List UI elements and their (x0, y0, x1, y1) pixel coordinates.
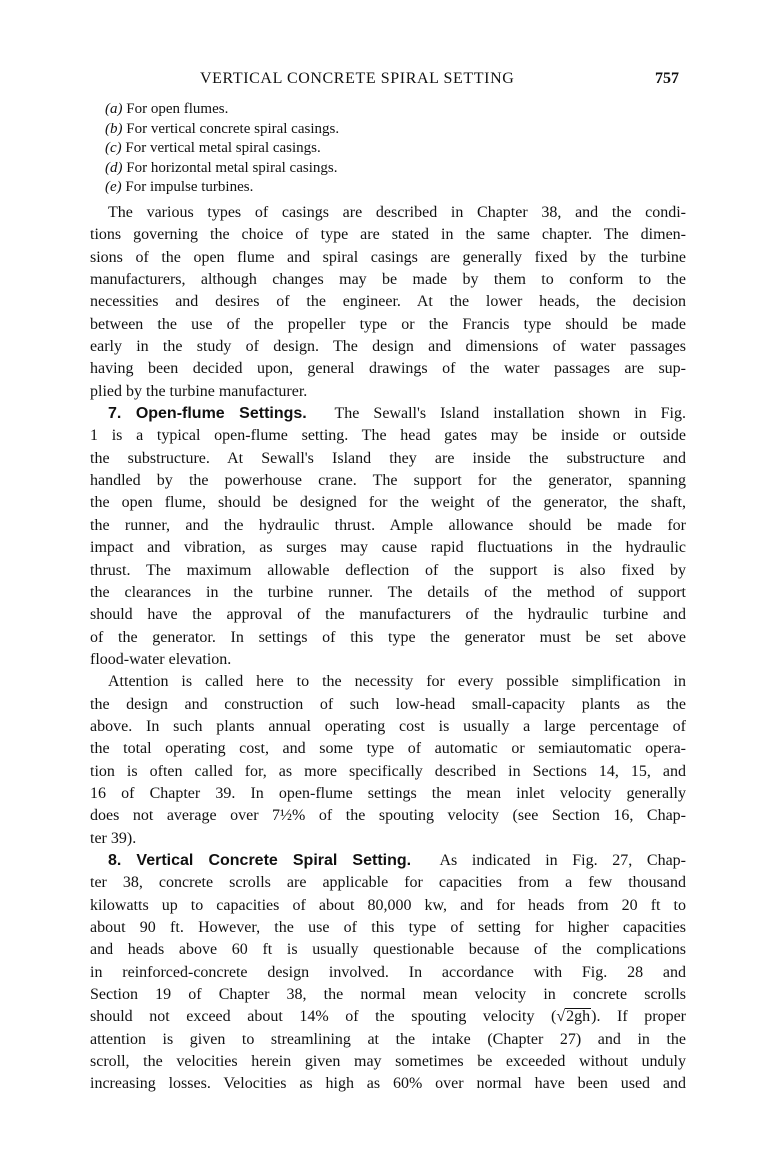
text-line: in reinforced-concrete design involved. In accordance with Fig. 28 and (90, 963, 686, 981)
text-line: kilowatts up to capacities of about 80,000 kw, and for heads from 20 ft to (90, 896, 686, 914)
list-item-text: For vertical metal spiral casings. (125, 140, 321, 156)
text-line: plied by the turbine manufacturer. (90, 382, 308, 400)
text-line: above. In such plants annual operating cost is usually a large percentage of (90, 717, 686, 735)
text-line: impact and vibration, as surges may cause rapid fluctuations in the hydraulic (90, 539, 686, 557)
list-item (105, 120, 685, 140)
section-text: The Sewall's Island installation shown in Fig. (334, 405, 686, 423)
text-line: Attention is called here to the necessity for every possible simplification in (108, 673, 686, 691)
text-line: the runner, and the hydraulic thrust. Ample allowance should be made for (90, 516, 686, 534)
list-item-text: For horizontal metal spiral casings. (126, 159, 338, 176)
section-heading: 7. Open-flume Settings. (108, 405, 307, 423)
text-line: 16 of Chapter 39. In open-flume settings the mean inlet velocity generally (90, 784, 686, 802)
body-text (90, 202, 686, 1096)
text-line: flood-water elevation. (90, 650, 232, 668)
text-line: thrust. The maximum allowable deflection of the support is also fixed by (90, 561, 686, 579)
text-line: ter 39). (90, 829, 137, 847)
page-number: 757 (655, 70, 679, 87)
list-marker: (b) (105, 120, 123, 137)
list-marker: (a) (105, 101, 123, 117)
text-line: about 90 ft. However, the use of this type of setting for higher capacities (90, 919, 686, 936)
list-item-text: For vertical concrete spiral casings. (126, 120, 340, 137)
section-text: As indicated in Fig. 27, Chap- (439, 851, 686, 869)
list-item (105, 159, 685, 179)
casing-type-list (105, 100, 685, 198)
text-line: necessities and desires of the engineer. At the lower heads, the decision (90, 293, 686, 311)
text-line: the open flume, should be designed for the weight of the generator, the shaft, (90, 494, 686, 512)
list-item-text: For impulse turbines. (125, 179, 254, 195)
text-line: manufacturers, although changes may be made by them to conform to the (90, 271, 686, 289)
text-line: of the generator. In settings of this type the generator must be set above (90, 628, 686, 646)
text-line: the substructure. At Sewall's Island they are inside the substructure and (90, 449, 686, 467)
list-item (105, 178, 685, 198)
text-line: handled by the powerhouse crane. The support for the generator, spanning (90, 472, 686, 490)
text-line: attention is given to streamlining at the intake (Chapter 27) and in the (90, 1030, 686, 1048)
text-line: the clearances in the turbine runner. The details of the method of support (90, 583, 686, 601)
section-7-first-line (90, 403, 686, 425)
text-line: should have the approval of the manufacturers of the hydraulic turbine and (90, 606, 686, 624)
list-item (105, 100, 685, 120)
radical-sign: √ (556, 1008, 566, 1026)
text-line: having been decided upon, general drawings of the water passages are sup- (90, 360, 686, 378)
text-line: tion is often called for, as more specifically described in Sections 14, 15, and (90, 762, 686, 780)
text-line: scroll, the velocities herein given may sometimes be exceeded without unduly (90, 1053, 686, 1071)
text-line: the total operating cost, and some type of automatic or semiautomatic opera- (90, 740, 686, 758)
text-line: does not average over 7½% of the spouting velocity (see Section 16, Chap- (90, 807, 686, 825)
list-item (105, 139, 685, 159)
list-marker: (d) (105, 159, 123, 176)
text-line: and heads above 60 ft is usually questionable because of the complications (90, 941, 686, 959)
text-line: early in the study of design. The design and dimensions of water passages (90, 338, 686, 356)
text-line: the design and construction of such low-head small-capacity plants as the (90, 695, 686, 713)
radicand: 2gh (566, 1008, 591, 1026)
text-line: The various types of casings are described in Chapter 38, and the condi- (108, 204, 686, 221)
text-line: increasing losses. Velocities as high as 60% over normal have been used and (90, 1075, 686, 1093)
velocity-formula-line (90, 1006, 686, 1028)
text-fragment: ). If proper (591, 1008, 686, 1026)
section-8-first-line (90, 850, 686, 872)
section-heading: 8. Vertical Concrete Spiral Setting. (108, 851, 412, 869)
text-line: 1 is a typical open-flume setting. The head gates may be inside or outside (90, 427, 686, 445)
list-marker: (e) (105, 179, 122, 195)
list-item-text: For open flumes. (126, 101, 229, 117)
text-line: sions of the open flume and spiral casings are generally fixed by the turbine (90, 248, 686, 266)
text-line: ter 38, concrete scrolls are applicable for capacities from a few thousand (90, 874, 686, 892)
running-title: VERTICAL CONCRETE SPIRAL SETTING (200, 70, 515, 87)
text-fragment: should not exceed about 14% of the spouting velocity ( (90, 1008, 557, 1026)
text-line: Section 19 of Chapter 38, the normal mean velocity in concrete scrolls (90, 986, 686, 1004)
text-line: between the use of the propeller type or the Francis type should be made (90, 315, 686, 333)
text-line: tions governing the choice of type are stated in the same chapter. The dimen- (90, 226, 686, 244)
list-marker: (c) (105, 140, 122, 156)
